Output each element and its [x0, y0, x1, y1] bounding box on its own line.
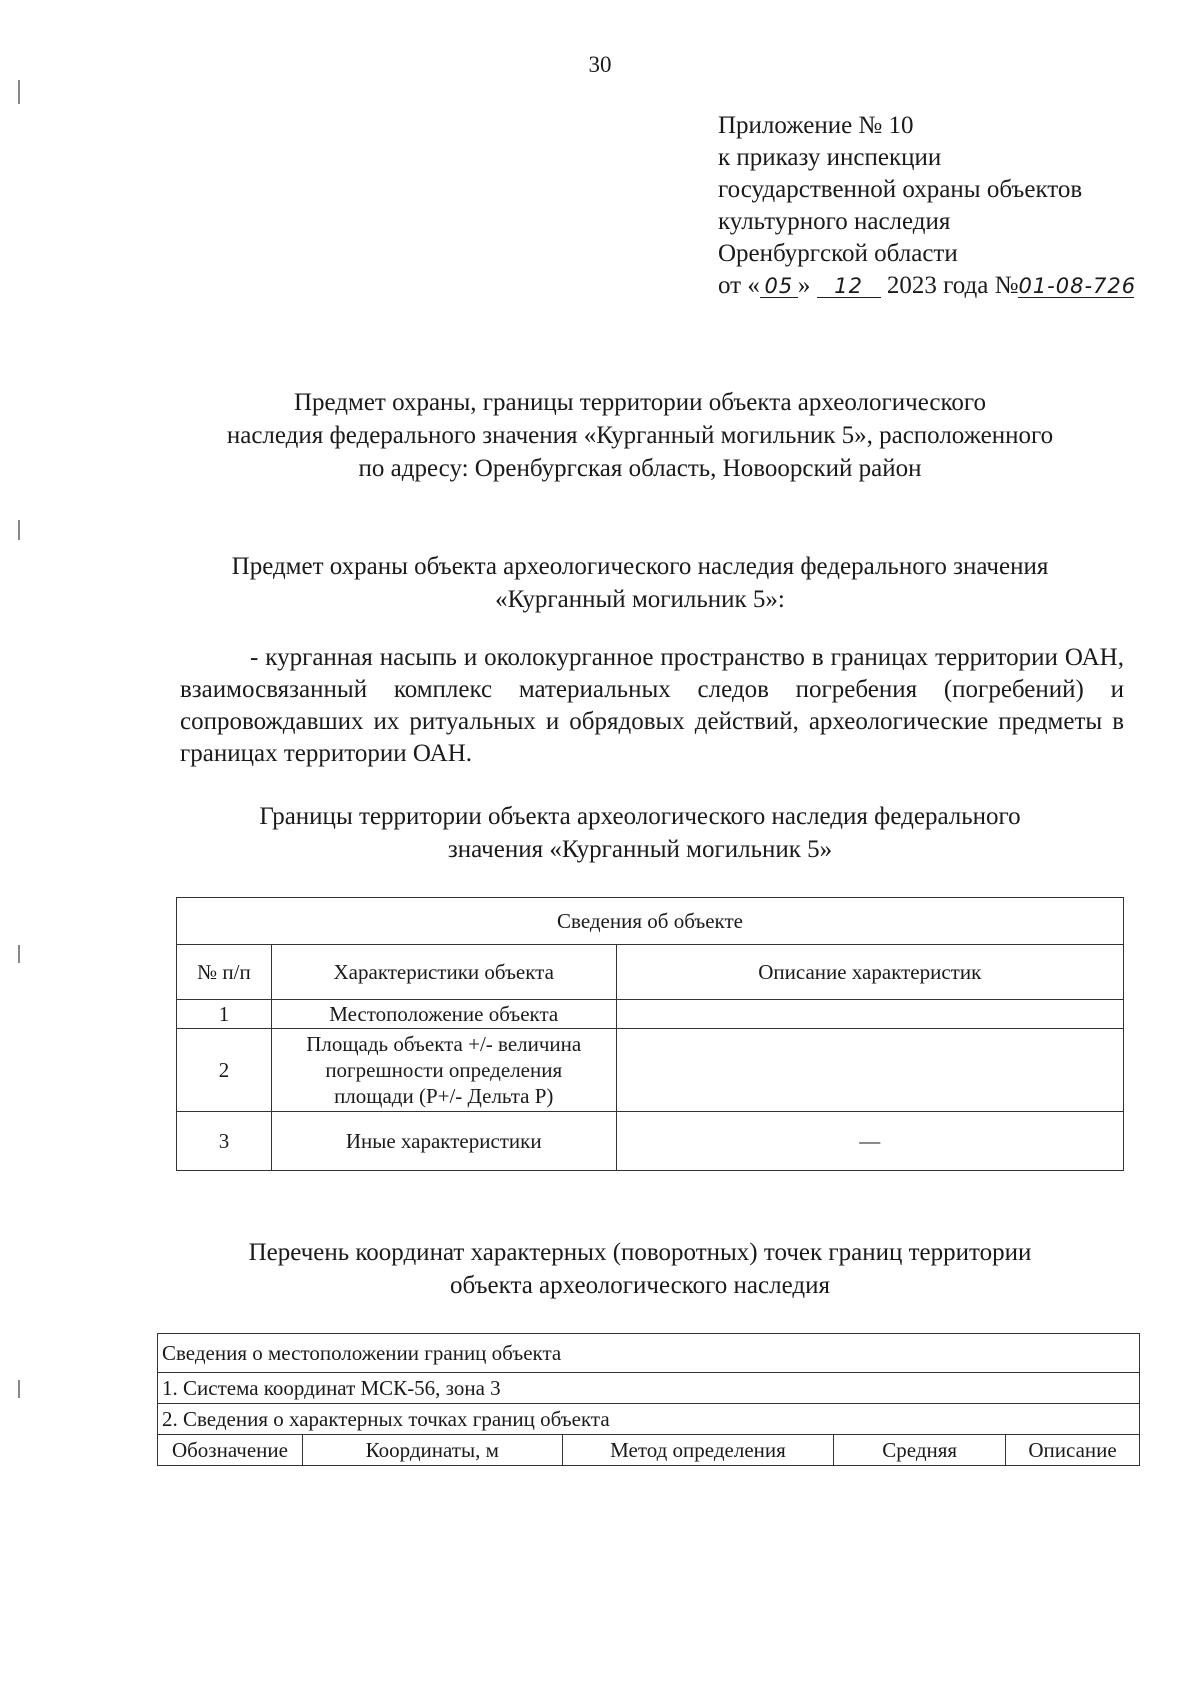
bounds-heading	[160, 800, 1120, 866]
order-number: 01-08-726	[1018, 274, 1137, 298]
row-characteristic: Иные характеристики	[271, 1112, 616, 1171]
heading-line: объекта археологического наследия	[450, 1272, 830, 1299]
row-characteristic: Местоположение объекта	[271, 1000, 616, 1029]
coordinates-table	[157, 1333, 1140, 1466]
table-row	[177, 1000, 1124, 1029]
appendix-line: государственной охраны объектов	[718, 176, 1083, 203]
row-number: 1	[177, 1000, 272, 1029]
column-header: Описание	[1006, 1435, 1140, 1466]
row-description	[616, 1029, 1123, 1112]
title-line: по адресу: Оренбургская область, Новоорский район	[358, 455, 922, 482]
date-day: 05	[760, 275, 798, 298]
characteristic-line: площади (Р+/- Дельта Р)	[334, 1084, 554, 1108]
row-description	[616, 1000, 1123, 1029]
object-info-table	[176, 897, 1124, 1171]
appendix-block	[718, 110, 1137, 302]
page-number: 30	[588, 52, 612, 77]
column-header: Средняя	[834, 1435, 1006, 1466]
date-month: 12	[817, 275, 881, 298]
title-line: наследия федерального значения «Курганный могильник 5», расположенного	[226, 422, 1054, 449]
coords-heading	[160, 1236, 1120, 1302]
column-header: Характеристики объекта	[271, 945, 616, 1000]
title-line: Предмет охраны, границы территории объекта археологического	[293, 389, 987, 416]
characteristic-line: погрешности определения	[325, 1058, 563, 1082]
object-table-caption: Сведения об объекте	[177, 898, 1124, 945]
subject-paragraph: - курганная насыпь и околокурганное пространство в границах территории ОАН, взаимосвязанный комплекс материальных следов погребения (погребений) и сопровождавших их ритуальных и обрядовых действий, археологические предметы в границах территории ОАН.	[180, 644, 1124, 767]
margin-mark	[18, 80, 20, 104]
heading-line: «Курганный могильник 5»:	[495, 586, 785, 613]
subject-heading	[160, 550, 1120, 616]
row-number: 2	[177, 1029, 272, 1112]
column-header: Обозначение	[158, 1435, 303, 1466]
coordinate-system: 1. Система координат МСК-56, зона 3	[158, 1373, 1140, 1404]
date-year: 2023 года №	[880, 272, 1019, 299]
document-title	[160, 386, 1120, 485]
table-row	[177, 1112, 1124, 1171]
column-header: Метод определения	[562, 1435, 834, 1466]
appendix-line: культурного наследия	[718, 208, 951, 235]
row-characteristic	[271, 1029, 616, 1112]
heading-line: значения «Курганный могильник 5»	[447, 836, 833, 863]
points-caption: 2. Сведения о характерных точках границ объекта	[158, 1404, 1140, 1435]
coords-table-caption: Сведения о местоположении границ объекта	[158, 1334, 1140, 1373]
margin-mark	[18, 1380, 20, 1398]
heading-line: Предмет охраны объекта археологического наследия федерального значения	[231, 553, 1049, 580]
column-header: Описание характеристик	[616, 945, 1123, 1000]
row-description: —	[616, 1112, 1123, 1171]
appendix-date-line	[718, 270, 1137, 302]
column-header: № п/п	[177, 945, 272, 1000]
heading-line: Перечень координат характерных (поворотных) точек границ территории	[248, 1239, 1032, 1266]
margin-mark	[18, 945, 20, 963]
column-header: Координаты, м	[302, 1435, 562, 1466]
appendix-line: Оренбургской области	[718, 240, 958, 267]
heading-line: Границы территории объекта археологического наследия федерального	[259, 803, 1021, 830]
row-number: 3	[177, 1112, 272, 1171]
characteristic-line: Площадь объекта +/- величина	[306, 1032, 582, 1056]
date-prefix: от «	[718, 272, 760, 299]
appendix-line: Приложение № 10	[718, 112, 914, 139]
margin-mark	[18, 520, 20, 540]
appendix-line: к приказу инспекции	[718, 144, 942, 171]
table-row	[177, 1029, 1124, 1112]
date-mid: »	[797, 272, 817, 299]
